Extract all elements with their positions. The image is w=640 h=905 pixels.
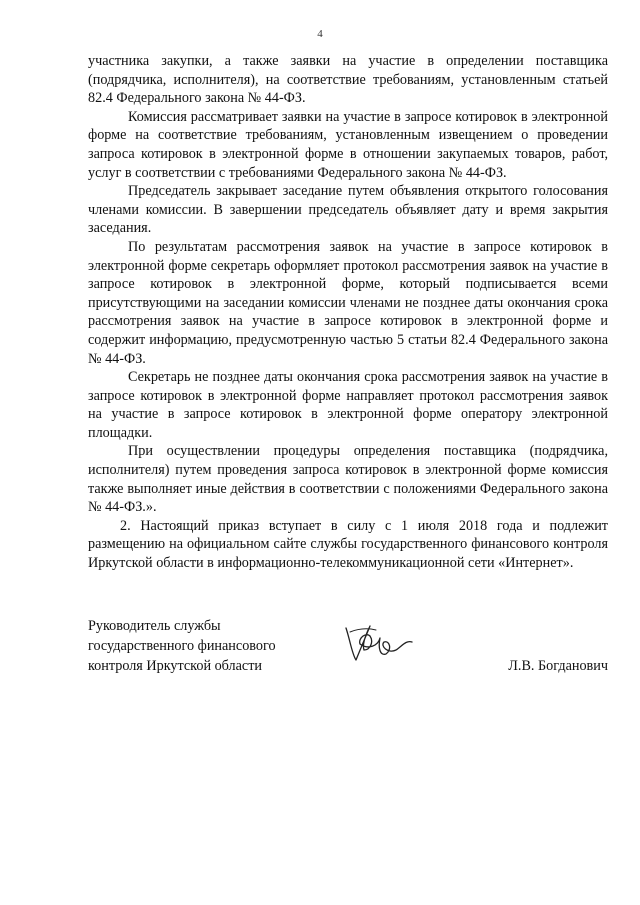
document-body	[88, 52, 608, 573]
signatory-title-line: Руководитель службы	[88, 618, 221, 634]
signatory-title-line: контроля Иркутской области	[88, 658, 263, 674]
paragraph-chair-closes: Председатель закрывает заседание путем объявления открытого голосования членами комиссии. В завершении председатель объявляет дату и время закрытия заседания.	[88, 183, 608, 237]
paragraph-secretary: Секретарь не позднее даты окончания срока рассмотрения заявок на участие в запросе котировок в электронной форме направляет протокол рассмотрения заявок на участие в запросе котировок в электронной форме оператору электронной площадки.	[88, 369, 608, 441]
handwritten-signature	[340, 620, 418, 664]
signatory-title-line: государственного финансового	[88, 638, 276, 654]
signature-block	[88, 616, 608, 676]
paragraph-other-actions: При осуществлении процедуры определения поставщика (подрядчика, исполнителя) путем проведения запроса котировок в электронной форме комиссия также выполняет иные действия в соответствии с положениями Федерального закона № 44-ФЗ.».	[88, 443, 608, 516]
paragraph-point-2: 2. Настоящий приказ вступает в силу с 1 июля 2018 года и подлежит размещению на официальном сайте службы государственного финансового контроля Иркутской области в информационно-телекоммуникационной сети «Интернет».	[88, 517, 608, 572]
signatory-name: Л.В. Богданович	[508, 658, 608, 674]
paragraph-commission-review: Комиссия рассматривает заявки на участие в запросе котировок в электронной форме на соответствие требованиям, установленным извещением о проведении запроса котировок в электронной форме в отношении закупаемых товаров, работ, услуг в соответствии с требованиями Федерального закона № 44-ФЗ.	[88, 108, 608, 181]
paragraph-protocol: По результатам рассмотрения заявок на участие в запросе котировок в электронной форме секретарь оформляет протокол рассмотрения заявок на участие в запросе котировок в электронной форме, который подписывается всеми присутствующими на заседании комиссии членами не позднее даты окончания срока рассмотрения заявок на участие в запросе котировок в электронной форме и содержит информацию, предусмотренную частью 5 статьи 82.4 Федерального закона № 44-ФЗ.	[88, 238, 608, 367]
paragraph-continuation: участника закупки, а также заявки на участие в определении поставщика (подрядчика, исполнителя), на соответствие требованиям, установленным статьей 82.4 Федерального закона № 44-ФЗ.	[88, 53, 608, 107]
page-number: 4	[317, 28, 323, 40]
